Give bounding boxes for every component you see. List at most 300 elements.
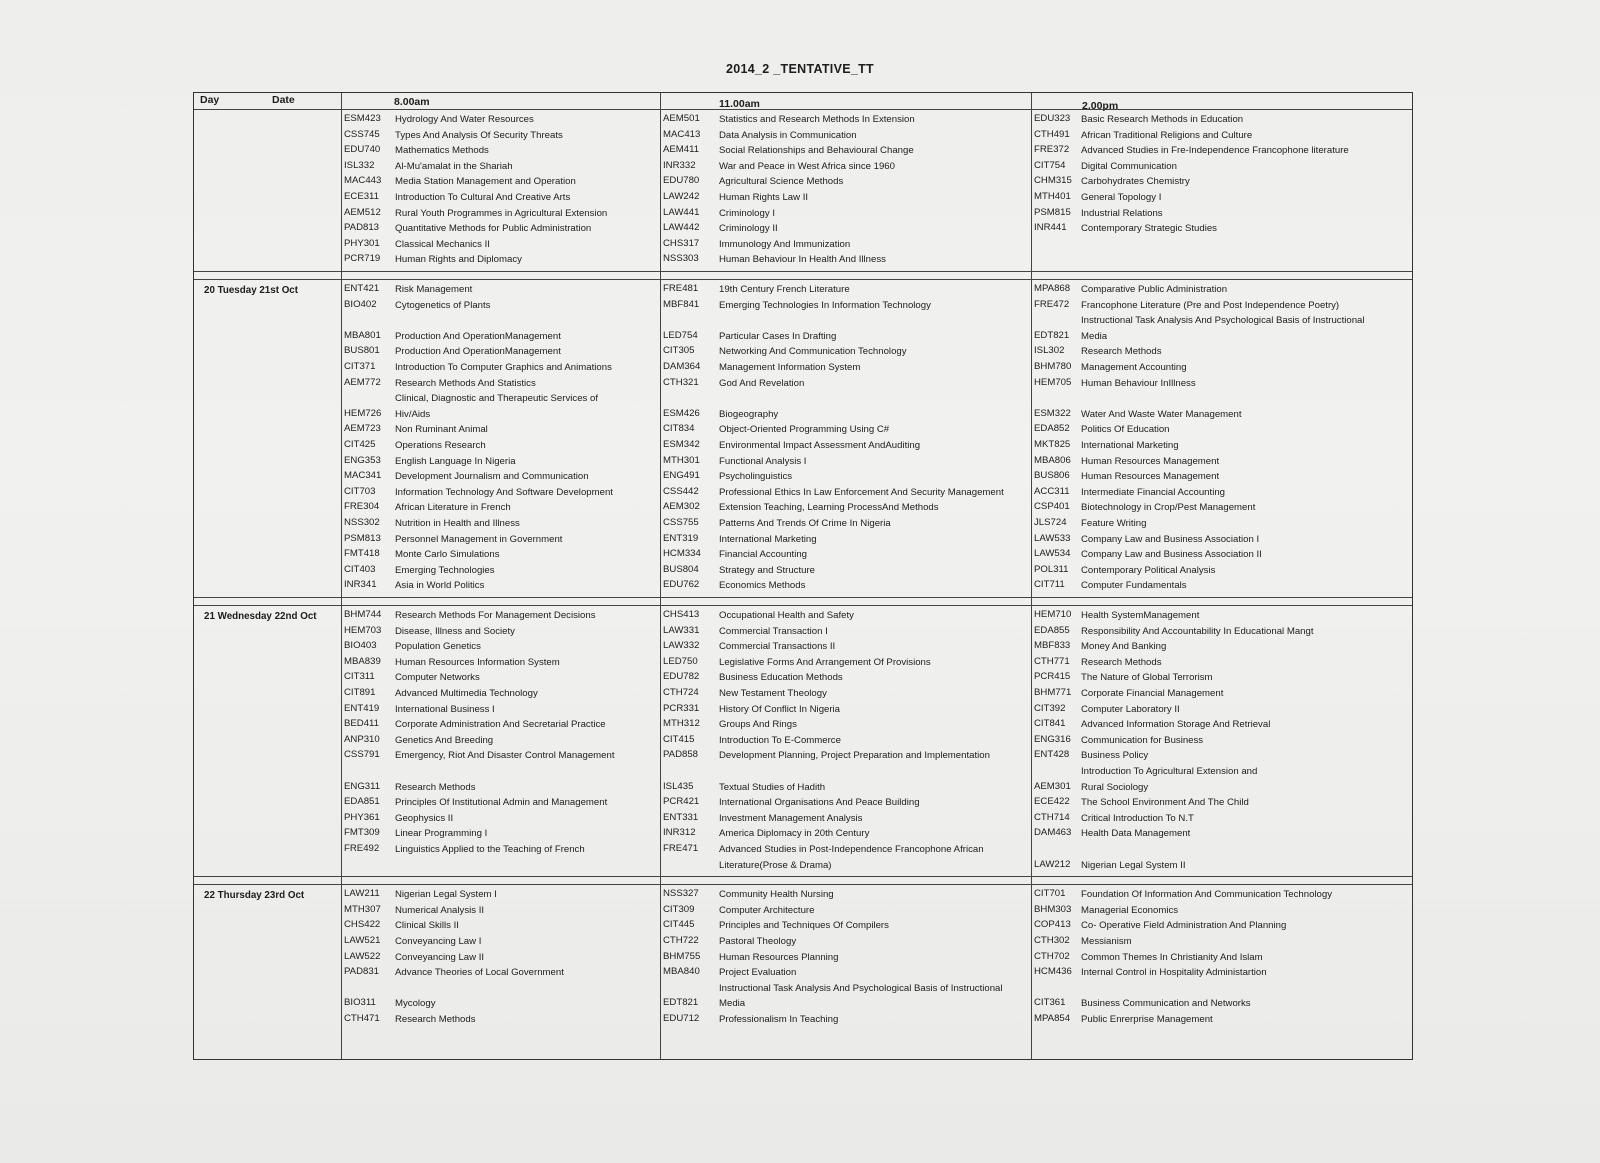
course-code: ENT419 — [344, 702, 380, 714]
course-code: BHM755 — [663, 950, 701, 962]
course-title: Introduction To Cultural And Creative Arts — [395, 192, 571, 203]
document-title: 2014_2 _TENTATIVE_TT — [726, 62, 874, 76]
course-code: CHS413 — [663, 609, 700, 620]
course-title: Introduction To Agricultural Extension and — [1081, 766, 1258, 777]
course-title: International Organisations And Peace Building — [719, 797, 920, 809]
course-code: EDU740 — [344, 144, 381, 156]
course-code: CTH321 — [663, 376, 699, 388]
course-title: Project Evaluation — [719, 967, 797, 979]
course-title: Rural Youth Programmes in Agricultural Extension — [395, 207, 608, 219]
course-title: Human Behaviour In Health And Illness — [719, 254, 886, 266]
course-code: EDA851 — [344, 796, 380, 808]
course-title: Occupational Health and Safety — [719, 610, 854, 621]
course-code: PAD831 — [344, 966, 380, 978]
course-title: Computer Laboratory II — [1081, 703, 1180, 715]
column-divider — [1031, 93, 1032, 1059]
course-title: Criminology I — [719, 207, 775, 219]
course-code: ESM423 — [344, 113, 381, 124]
course-title: Human Resources Information System — [395, 656, 560, 668]
course-title: Emergency, Riot And Disaster Control Management — [395, 750, 615, 762]
course-code: CIT311 — [344, 671, 375, 683]
course-code: CIT703 — [344, 485, 376, 497]
course-title: Quantitative Methods for Public Administration — [395, 223, 592, 235]
course-title: Linguistics Applied to the Teaching of French — [395, 844, 585, 855]
course-title: Non Ruminant Animal — [395, 424, 488, 436]
course-code: CSS745 — [344, 128, 380, 140]
course-code: BHM744 — [344, 609, 382, 620]
course-code: EDA855 — [1034, 624, 1070, 636]
course-code: CSS442 — [663, 485, 699, 497]
course-title: Linear Programming I — [395, 828, 488, 840]
course-title: Groups And Rings — [719, 719, 797, 731]
day-label: 22 Thursday 23rd Oct — [204, 890, 305, 902]
course-code: ENG491 — [663, 470, 700, 482]
course-title: Personnel Management in Government — [395, 533, 563, 545]
course-code: ENG316 — [1034, 733, 1071, 745]
course-code: LAW242 — [663, 191, 700, 202]
course-code: CIT891 — [344, 687, 376, 698]
course-title: Mycology — [395, 998, 436, 1010]
course-code: CSS791 — [344, 749, 380, 761]
course-title: Immunology And Immunization — [719, 238, 851, 250]
course-title: Commercial Transaction I — [719, 625, 828, 637]
course-code: CIT841 — [1034, 718, 1066, 730]
course-title: Environmental Impact Assessment AndAuditing — [719, 440, 921, 451]
course-code: ISL435 — [663, 780, 694, 792]
course-code: HEM726 — [344, 407, 382, 419]
course-title: Advanced Information Storage And Retrieval — [1081, 719, 1271, 731]
course-title: African Traditional Religions and Culture — [1081, 129, 1253, 141]
course-title: History Of Conflict In Nigeria — [719, 703, 841, 715]
course-title: Nigerian Legal System I — [395, 889, 497, 901]
slot-2pm-header: 2.00pm — [1082, 100, 1119, 112]
course-code: ENG311 — [344, 780, 381, 792]
course-code: CTH491 — [1034, 128, 1070, 140]
course-code: MBA840 — [663, 966, 700, 978]
course-code: CIT415 — [663, 733, 695, 745]
course-title: Research Methods — [1081, 656, 1162, 668]
course-title: Computer Fundamentals — [1081, 580, 1187, 592]
course-title: Conveyancing Law I — [395, 936, 482, 947]
course-code: HCM334 — [663, 548, 701, 560]
course-code: ENG353 — [344, 454, 381, 466]
course-title: Community Health Nursing — [719, 889, 834, 901]
column-divider — [660, 93, 661, 1059]
course-title: Cytogenetics of Plants — [395, 299, 491, 311]
course-title: Al-Mu'amalat in the Shariah — [395, 160, 513, 172]
course-title: General Topology I — [1081, 192, 1162, 203]
course-code: BIO311 — [344, 997, 376, 1009]
course-title: Digital Communication — [1081, 160, 1177, 172]
course-title: Disease, Illness and Society — [395, 625, 515, 637]
course-title: Management Accounting — [1081, 362, 1187, 373]
course-title: Money And Banking — [1081, 641, 1167, 653]
course-title: Human Rights Law II — [719, 192, 809, 203]
course-title: Conveyancing Law II — [395, 951, 485, 963]
course-code: CTH722 — [663, 935, 699, 946]
course-code: PCR415 — [1034, 671, 1071, 683]
course-title: Industrial Relations — [1081, 207, 1163, 219]
course-code: CTH771 — [1034, 655, 1070, 667]
course-code: ESM426 — [663, 407, 700, 419]
course-title: Criminology II — [719, 223, 778, 235]
course-title: Development Journalism and Communication — [395, 471, 589, 483]
course-code: HEM705 — [1034, 376, 1072, 388]
course-title: Networking And Communication Technology — [719, 346, 907, 358]
course-code: LAW332 — [663, 640, 700, 652]
course-code: BED411 — [344, 718, 380, 730]
day-separator — [194, 876, 1412, 877]
course-code: ISL332 — [344, 159, 375, 171]
course-code: CSP401 — [1034, 501, 1070, 513]
course-title: God And Revelation — [719, 377, 805, 389]
course-title: International Marketing — [719, 533, 817, 545]
course-code: CIT701 — [1034, 888, 1066, 900]
course-code: AEM512 — [344, 206, 381, 218]
course-code: EDU712 — [663, 1013, 700, 1024]
course-title: Hydrology And Water Resources — [395, 114, 534, 125]
course-title: Advance Theories of Local Government — [395, 967, 564, 979]
course-code: CIT425 — [344, 439, 376, 450]
day-separator — [194, 884, 1412, 885]
course-title: Extension Teaching, Learning ProcessAnd Methods — [719, 502, 939, 514]
course-title: Business Policy — [1081, 750, 1149, 762]
course-code: MBF841 — [663, 298, 700, 310]
course-title: Types And Analysis Of Security Threats — [395, 129, 563, 141]
course-title: Advanced Multimedia Technology — [395, 688, 538, 699]
course-title: Production And OperationManagement — [395, 330, 561, 342]
course-title: Economics Methods — [719, 580, 806, 592]
course-code: FRE492 — [344, 843, 380, 854]
course-code: MTH301 — [663, 454, 700, 466]
day-separator — [194, 271, 1412, 272]
course-code: CSS755 — [663, 517, 699, 528]
course-code: PSM815 — [1034, 206, 1071, 218]
course-title: Feature Writing — [1081, 518, 1147, 529]
course-title: Geophysics II — [395, 812, 454, 824]
course-title: Clinical, Diagnostic and Therapeutic Services of — [395, 393, 598, 405]
course-title: Object-Oriented Programming Using C# — [719, 424, 890, 436]
course-title: Statistics and Research Methods In Extension — [719, 114, 915, 125]
course-title: War and Peace in West Africa since 1960 — [719, 160, 895, 172]
course-title: Hiv/Aids — [395, 408, 431, 420]
course-code: AEM772 — [344, 376, 381, 388]
course-title: Professionalism In Teaching — [719, 1014, 839, 1025]
course-code: LAW521 — [344, 935, 381, 946]
course-title: International Marketing — [1081, 440, 1179, 451]
course-title: Contemporary Strategic Studies — [1081, 223, 1217, 235]
course-code: LAW534 — [1034, 548, 1071, 560]
course-title: Commercial Transactions II — [719, 641, 836, 653]
course-title: Legislative Forms And Arrangement Of Provisions — [719, 656, 931, 668]
course-code: BIO402 — [344, 298, 377, 310]
day-separator — [194, 597, 1412, 598]
course-code: PCR719 — [344, 253, 381, 265]
course-code: COP413 — [1034, 919, 1071, 931]
course-title: Biogeography — [719, 408, 779, 420]
course-code: CIT403 — [344, 563, 376, 575]
course-code: LAW212 — [1034, 858, 1071, 870]
day-label: 21 Wednesday 22nd Oct — [204, 611, 317, 622]
course-code: CIT309 — [663, 903, 695, 915]
course-title: Nigerian Legal System II — [1081, 859, 1186, 871]
course-code: MPA868 — [1034, 283, 1071, 294]
course-code: ANP310 — [344, 733, 380, 745]
course-code: LAW211 — [344, 888, 380, 900]
course-title: Computer Architecture — [719, 904, 815, 916]
course-title: Messianism — [1081, 936, 1132, 947]
course-code: MPA854 — [1034, 1013, 1071, 1024]
course-code: FRE471 — [663, 843, 699, 854]
course-title: Monte Carlo Simulations — [395, 549, 500, 561]
course-code: NSS327 — [663, 888, 699, 900]
course-title: Comparative Public Administration — [1081, 284, 1228, 295]
course-title: Classical Mechanics II — [395, 238, 490, 250]
course-code: CIT361 — [1034, 997, 1066, 1009]
course-title: Social Relationships and Behavioural Change — [719, 145, 914, 157]
day-header: Day — [200, 94, 220, 106]
course-title: Media — [719, 998, 746, 1010]
course-code: CHM315 — [1034, 175, 1072, 187]
course-title: Particular Cases In Drafting — [719, 330, 837, 342]
course-code: LAW533 — [1034, 532, 1071, 544]
course-title: Introduction To E-Commerce — [719, 734, 841, 746]
course-title: Functional Analysis I — [719, 455, 807, 467]
course-code: MTH307 — [344, 903, 381, 915]
course-code: ESM342 — [663, 439, 700, 450]
course-title: Computer Networks — [395, 672, 480, 684]
course-title: Professional Ethics In Law Enforcement And Security Management — [719, 486, 1004, 498]
course-title: Internal Control in Hospitality Administartion — [1081, 967, 1267, 979]
course-title: Genetics And Breeding — [395, 734, 494, 746]
course-title: The Nature of Global Terrorism — [1081, 672, 1213, 684]
course-title: Literature(Prose & Drama) — [719, 859, 832, 871]
course-title: Health SystemManagement — [1081, 610, 1200, 621]
course-code: EDT821 — [1034, 329, 1070, 341]
course-code: CIT371 — [344, 361, 376, 372]
course-title: Mathematics Methods — [395, 145, 489, 157]
course-code: HCM436 — [1034, 966, 1072, 978]
course-title: Population Genetics — [395, 641, 481, 653]
course-code: CIT711 — [1034, 579, 1065, 591]
course-title: Textual Studies of Hadith — [719, 781, 826, 793]
course-code: CIT305 — [663, 345, 695, 357]
course-title: Advanced Studies in Fre-Independence Francophone literature — [1081, 145, 1349, 157]
course-title: English Language In Nigeria — [395, 455, 516, 467]
course-code: PSM813 — [344, 532, 381, 544]
course-title: Development Planning, Project Preparation and Implementation — [719, 750, 990, 762]
course-code: PHY301 — [344, 237, 380, 249]
course-code: CTH702 — [1034, 950, 1070, 962]
day-separator — [194, 605, 1412, 606]
course-title: Risk Management — [395, 284, 473, 295]
course-title: Intermediate Financial Accounting — [1081, 486, 1225, 498]
course-title: 19th Century French Literature — [719, 284, 850, 295]
course-code: INR312 — [663, 827, 696, 839]
course-code: EDU323 — [1034, 113, 1071, 124]
course-code: CTH724 — [663, 687, 699, 698]
course-title: Asia in World Politics — [395, 580, 485, 592]
course-title: Business Education Methods — [719, 672, 843, 684]
course-code: POL311 — [1034, 563, 1069, 575]
header-rule — [194, 109, 1412, 110]
course-code: ECE422 — [1034, 796, 1070, 808]
course-title: Critical Introduction To N.T — [1081, 812, 1194, 824]
course-code: PAD858 — [663, 749, 699, 761]
course-title: Politics Of Education — [1081, 424, 1170, 436]
course-code: MAC443 — [344, 175, 382, 187]
course-code: LAW331 — [663, 624, 700, 636]
course-code: BHM771 — [1034, 687, 1072, 698]
course-title: Patterns And Trends Of Crime In Nigeria — [719, 518, 891, 529]
course-code: LAW441 — [663, 206, 700, 218]
course-title: Contemporary Political Analysis — [1081, 564, 1216, 576]
course-code: FRE472 — [1034, 298, 1070, 310]
course-title: Emerging Technologies In Information Technology — [719, 299, 931, 311]
course-code: CTH302 — [1034, 935, 1070, 946]
course-title: Company Law and Business Association II — [1081, 549, 1262, 561]
course-title: Foundation Of Information And Communication Technology — [1081, 889, 1333, 901]
course-title: Advanced Studies in Post-Independence Francophone African — [719, 844, 984, 855]
course-title: Research Methods And Statistics — [395, 377, 536, 389]
course-title: Human Resources Management — [1081, 455, 1220, 467]
course-code: MBA801 — [344, 329, 381, 341]
course-code: BHM303 — [1034, 903, 1072, 915]
course-title: Responsibility And Accountability In Educational Mangt — [1081, 625, 1314, 637]
course-title: Instructional Task Analysis And Psychological Basis of Instructional — [1081, 315, 1365, 327]
course-code: ENT421 — [344, 283, 380, 294]
course-code: ECE311 — [344, 191, 380, 202]
course-code: MAC413 — [663, 128, 701, 140]
course-code: EDU762 — [663, 579, 700, 591]
course-title: Financial Accounting — [719, 549, 807, 561]
course-code: CHS317 — [663, 237, 700, 249]
course-code: EDU780 — [663, 175, 700, 187]
course-title: African Literature in French — [395, 502, 511, 514]
course-title: Water And Waste Water Management — [1081, 408, 1242, 420]
course-title: Corporate Administration And Secretarial Practice — [395, 719, 606, 731]
course-title: Principles Of Institutional Admin and Management — [395, 797, 608, 809]
course-code: AEM501 — [663, 113, 700, 124]
course-code: CIT392 — [1034, 702, 1066, 714]
course-code: HEM703 — [344, 624, 382, 636]
course-code: DAM463 — [1034, 827, 1072, 839]
course-title: Data Analysis in Communication — [719, 129, 857, 141]
course-code: LAW522 — [344, 950, 381, 962]
course-code: FRE304 — [344, 501, 380, 513]
course-title: Corporate Financial Management — [1081, 688, 1224, 699]
course-code: MBA806 — [1034, 454, 1071, 466]
course-code: CIT754 — [1034, 159, 1066, 171]
course-code: BUS804 — [663, 563, 699, 575]
date-header: Date — [272, 94, 295, 106]
course-code: LAW442 — [663, 222, 700, 234]
course-code: DAM364 — [663, 361, 701, 372]
course-title: Strategy and Structure — [719, 564, 815, 576]
course-code: FRE481 — [663, 283, 699, 294]
course-title: Operations Research — [395, 440, 486, 451]
course-code: AEM723 — [344, 423, 381, 435]
course-title: Health Data Management — [1081, 828, 1191, 840]
course-title: Pastoral Theology — [719, 936, 797, 947]
course-code: PCR421 — [663, 796, 700, 808]
day-label: 20 Tuesday 21st Oct — [204, 285, 299, 296]
course-code: ENT331 — [663, 811, 699, 823]
course-title: Company Law and Business Association I — [1081, 533, 1260, 545]
course-title: Management Information System — [719, 362, 861, 373]
course-title: Co- Operative Field Administration And Planning — [1081, 920, 1287, 932]
day-separator — [194, 279, 1412, 280]
course-code: BUS806 — [1034, 470, 1070, 482]
course-code: BHM780 — [1034, 361, 1072, 372]
course-title: Research Methods — [1081, 346, 1162, 358]
course-title: America Diplomacy in 20th Century — [719, 828, 870, 840]
course-title: Human Resources Planning — [719, 951, 839, 963]
course-title: Instructional Task Analysis And Psychological Basis of Instructional — [719, 982, 1003, 994]
course-code: MBA839 — [344, 655, 381, 667]
timetable-grid — [193, 92, 1413, 1060]
course-code: ENT319 — [663, 532, 699, 544]
course-code: AEM411 — [663, 144, 700, 156]
slot-11am-header: 11.00am — [719, 98, 760, 110]
course-title: Emerging Technologies — [395, 564, 495, 576]
course-title: Human Resources Management — [1081, 471, 1220, 483]
course-title: Business Communication and Networks — [1081, 998, 1251, 1010]
course-code: CIT834 — [663, 423, 695, 435]
course-title: Research Methods — [395, 1014, 476, 1025]
course-code: EDT821 — [663, 997, 699, 1009]
course-title: Principles and Techniques Of Compilers — [719, 920, 889, 932]
course-title: Clinical Skills II — [395, 920, 459, 932]
course-title: The School Environment And The Child — [1081, 797, 1249, 809]
course-code: HEM710 — [1034, 609, 1072, 620]
course-code: BUS801 — [344, 345, 380, 357]
course-title: Information Technology And Software Development — [395, 486, 613, 498]
course-title: Introduction To Computer Graphics and Animations — [395, 362, 612, 373]
course-title: Numerical Analysis II — [395, 904, 485, 916]
course-code: PCR331 — [663, 702, 700, 714]
course-title: Communication for Business — [1081, 734, 1204, 746]
course-title: Francophone Literature (Pre and Post Independence Poetry) — [1081, 299, 1340, 311]
course-title: Research Methods — [395, 781, 476, 793]
course-code: INR441 — [1034, 222, 1067, 234]
course-code: AEM301 — [1034, 780, 1071, 792]
course-title: Managerial Economics — [1081, 904, 1179, 916]
course-title: Media — [1081, 330, 1108, 342]
course-title: Research Methods For Management Decisions — [395, 610, 596, 621]
course-title: Rural Sociology — [1081, 781, 1149, 793]
course-title: New Testament Theology — [719, 688, 827, 699]
course-code: INR332 — [663, 159, 696, 171]
course-code: LED750 — [663, 655, 698, 667]
course-code: PHY361 — [344, 811, 380, 823]
course-code: MTH312 — [663, 718, 700, 730]
course-title: Carbohydrates Chemistry — [1081, 176, 1190, 188]
course-code: NSS302 — [344, 517, 380, 528]
course-code: MKT825 — [1034, 439, 1071, 450]
course-code: CHS422 — [344, 919, 381, 931]
course-title: Nutrition in Health and Illness — [395, 518, 520, 529]
course-title: Production And OperationManagement — [395, 346, 561, 358]
slot-8am-header: 8.00am — [394, 96, 430, 108]
course-code: MAC341 — [344, 470, 382, 482]
course-code: FRE372 — [1034, 144, 1070, 156]
course-title: Psycholinguistics — [719, 471, 793, 483]
course-title: Basic Research Methods in Education — [1081, 114, 1244, 125]
course-code: MBF833 — [1034, 640, 1071, 652]
course-code: BIO403 — [344, 640, 377, 652]
course-title: Human Behaviour InIllness — [1081, 377, 1196, 389]
